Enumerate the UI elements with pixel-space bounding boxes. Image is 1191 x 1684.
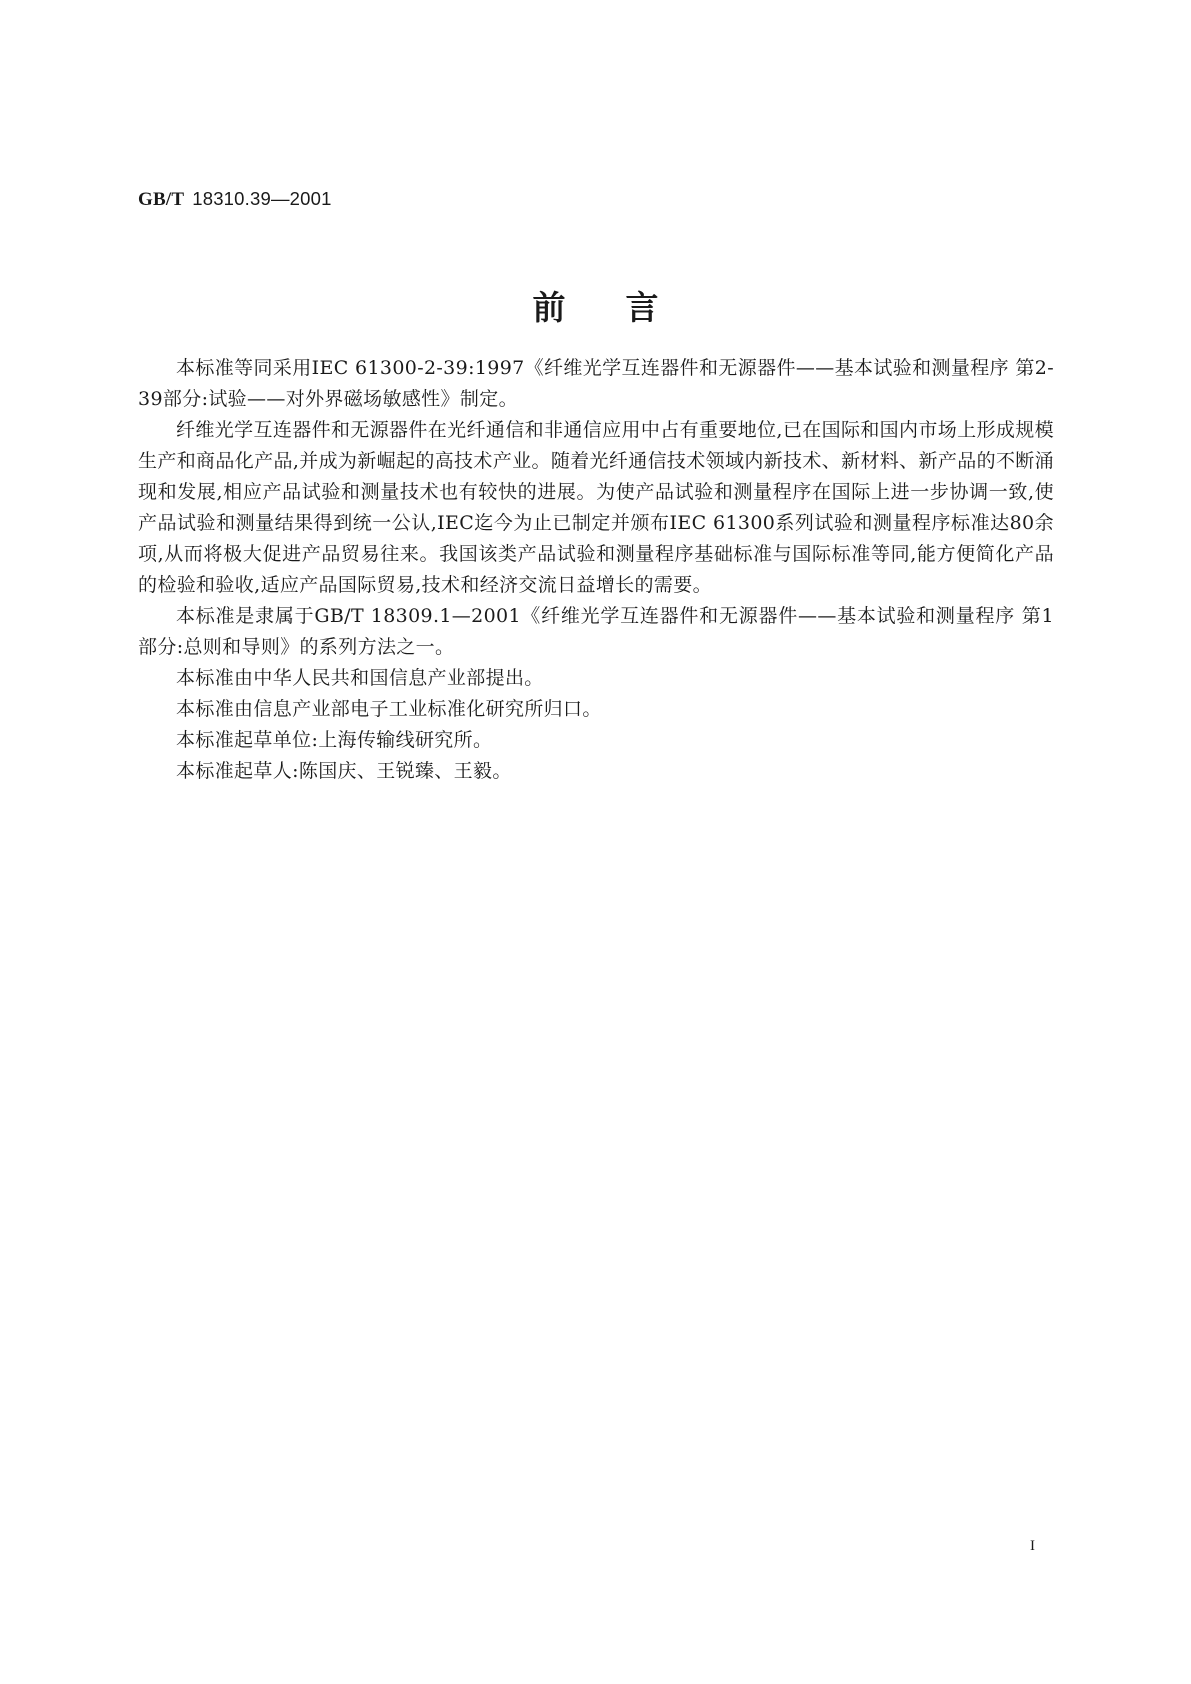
paragraph-background: 纤维光学互连器件和无源器件在光纤通信和非通信应用中占有重要地位,已在国际和国内市场上形成规模生产和商品化产品,并成为新崛起的高技术产业。随着光纤通信技术领域内新技术、新材料、新产品的不断涌现和发展,相应产品试验和测量技术也有较快的进展。为使产品试验和测量程序在国际上进一步协调一致,使产品试验和测量结果得到统一公认,IEC迄今为止已制定并颁布IEC 61300系列试验和测量程序标准达80余项,从而将极大促进产品贸易往来。我国该类产品试验和测量程序基础标准与国际标准等同,能方便简化产品的检验和验收,适应产品国际贸易,技术和经济交流日益增长的需要。: [138, 419, 1054, 596]
standard-code: [138, 188, 332, 211]
paragraph-centralized: 本标准由信息产业部电子工业标准化研究所归口。: [176, 698, 602, 720]
paragraph-proposer: 本标准由中华人民共和国信息产业部提出。: [176, 667, 544, 689]
standard-number: 18310.39—2001: [192, 188, 332, 209]
paragraph-drafting-unit: 本标准起草单位:上海传输线研究所。: [176, 729, 493, 751]
standard-prefix: GB/T: [138, 189, 185, 210]
page-title: 前言: [532, 288, 719, 327]
paragraph-series: 本标准是隶属于GB/T 18309.1—2001《纤维光学互连器件和无源器件——基本试验和测量程序 第1部分:总则和导则》的系列方法之一。: [138, 605, 1054, 658]
paragraph-drafters: 本标准起草人:陈国庆、王锐臻、王毅。: [176, 760, 512, 782]
page-number: I: [1030, 1538, 1035, 1554]
document-body: [138, 353, 1054, 787]
paragraph-adoption: 本标准等同采用IEC 61300-2-39:1997《纤维光学互连器件和无源器件——基本试验和测量程序 第2-39部分:试验——对外界磁场敏感性》制定。: [138, 357, 1054, 410]
